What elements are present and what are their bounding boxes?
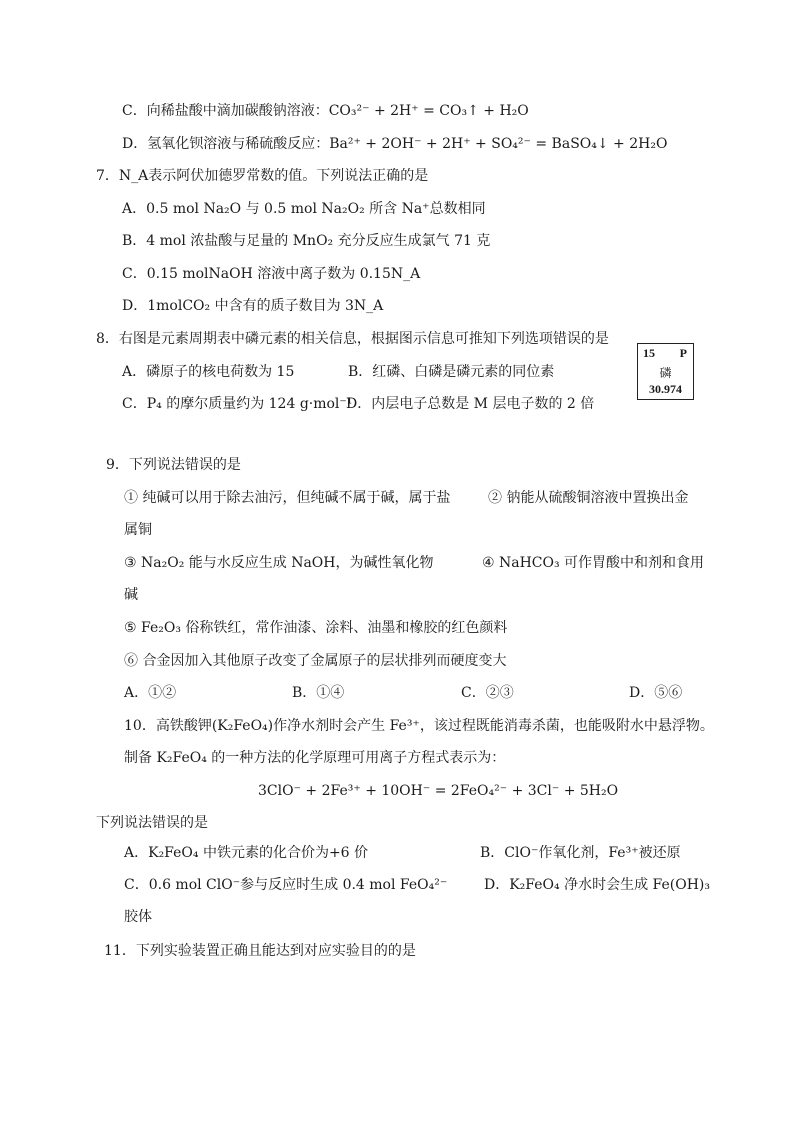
q9-statement-1: ① 纯碱可以用于除去油污，但纯碱不属于碱，属于盐	[124, 490, 451, 506]
element-mass: 30.974	[649, 382, 682, 396]
q9-option-a: A．①②	[124, 685, 177, 701]
q9-statement-6: ⑥ 合金因加入其他原子改变了金属原子的层状排列而硬度变大	[124, 653, 507, 669]
q9-option-d: D．⑤⑥	[629, 685, 683, 701]
q10-option-a: A．K₂FeO₄ 中铁元素的化合价为+6 价	[124, 845, 369, 861]
q10-option-d: D．K₂FeO₄ 净水时会生成 Fe(OH)₃	[484, 877, 710, 893]
q8-option-a: A．磷原子的核电荷数为 15	[122, 364, 295, 380]
q6-option-d: D．氢氧化钡溶液与稀硫酸反应：Ba²⁺ + 2OH⁻ + 2H⁺ + SO₄²⁻ = BaSO₄↓ + 2H₂O	[122, 136, 668, 152]
q11-stem: 11．下列实验装置正确且能达到对应实验目的的是	[104, 943, 416, 959]
q10-stem-line3: 下列说法错误的是	[96, 815, 208, 831]
element-card-phosphorus	[637, 343, 694, 400]
element-number: 15	[643, 346, 655, 360]
q9-statement-3: ③ Na₂O₂ 能与水反应生成 NaOH，为碱性氧化物	[124, 555, 434, 571]
q10-option-d-cont: 胶体	[124, 909, 152, 925]
q8-option-b: B．红磷、白磷是磷元素的同位素	[348, 364, 555, 380]
q9-statement-5: ⑤ Fe₂O₃ 俗称铁红，常作油漆、涂料、油墨和橡胶的红色颜料	[124, 620, 508, 636]
q7-option-a: A．0.5 mol Na₂O 与 0.5 mol Na₂O₂ 所含 Na⁺总数相同	[122, 201, 486, 217]
q9-option-c: C．②③	[461, 685, 514, 701]
q6-option-c: C．向稀盐酸中滴加碳酸钠溶液：CO₃²⁻ + 2H⁺ = CO₃↑ + H₂O	[122, 103, 529, 119]
q9-statement-4-cont: 碱	[124, 587, 138, 603]
q10-equation: 3ClO⁻ + 2Fe³⁺ + 10OH⁻ = 2FeO₄²⁻ + 3Cl⁻ + 5H₂O	[258, 783, 619, 799]
q7-option-b: B．4 mol 浓盐酸与足量的 MnO₂ 充分反应生成氯气 71 克	[122, 233, 491, 249]
q8-option-d: D．内层电子总数是 M 层电子数的 2 倍	[346, 396, 595, 412]
element-symbol: P	[679, 346, 687, 360]
q10-option-b: B．ClO⁻作氧化剂，Fe³⁺被还原	[480, 845, 681, 861]
q8-option-c: C．P₄ 的摩尔质量约为 124 g·mol⁻¹	[122, 396, 353, 412]
q10-option-c: C．0.6 mol ClO⁻参与反应时生成 0.4 mol FeO₄²⁻	[124, 877, 448, 893]
q8-stem: 8．右图是元素周期表中磷元素的相关信息，根据图示信息可推知下列选项错误的是	[96, 331, 609, 347]
q9-option-b: B．①④	[292, 685, 345, 701]
q9-statement-2: ② 钠能从硫酸铜溶液中置换出金	[488, 490, 689, 506]
q7-stem: 7．N_A表示阿伏加德罗常数的值。下列说法正确的是	[96, 168, 429, 184]
q9-statement-4: ④ NaHCO₃ 可作胃酸中和剂和食用	[482, 555, 705, 571]
q7-option-c: C．0.15 molNaOH 溶液中离子数为 0.15N_A	[122, 266, 421, 282]
element-name: 磷	[659, 366, 672, 380]
q9-stem: 9．下列说法错误的是	[106, 457, 241, 473]
q10-stem-line2: 制备 K₂FeO₄ 的一种方法的化学原理可用离子方程式表示为：	[124, 750, 506, 766]
q9-statement-2-cont: 属铜	[124, 522, 152, 538]
q7-option-d: D．1molCO₂ 中含有的质子数目为 3N_A	[122, 298, 384, 314]
q10-stem-line1: 10．高铁酸钾(K₂FeO₄)作净水剂时会产生 Fe³⁺，该过程既能消毒杀菌，也能吸附水中悬浮物。	[124, 718, 714, 734]
